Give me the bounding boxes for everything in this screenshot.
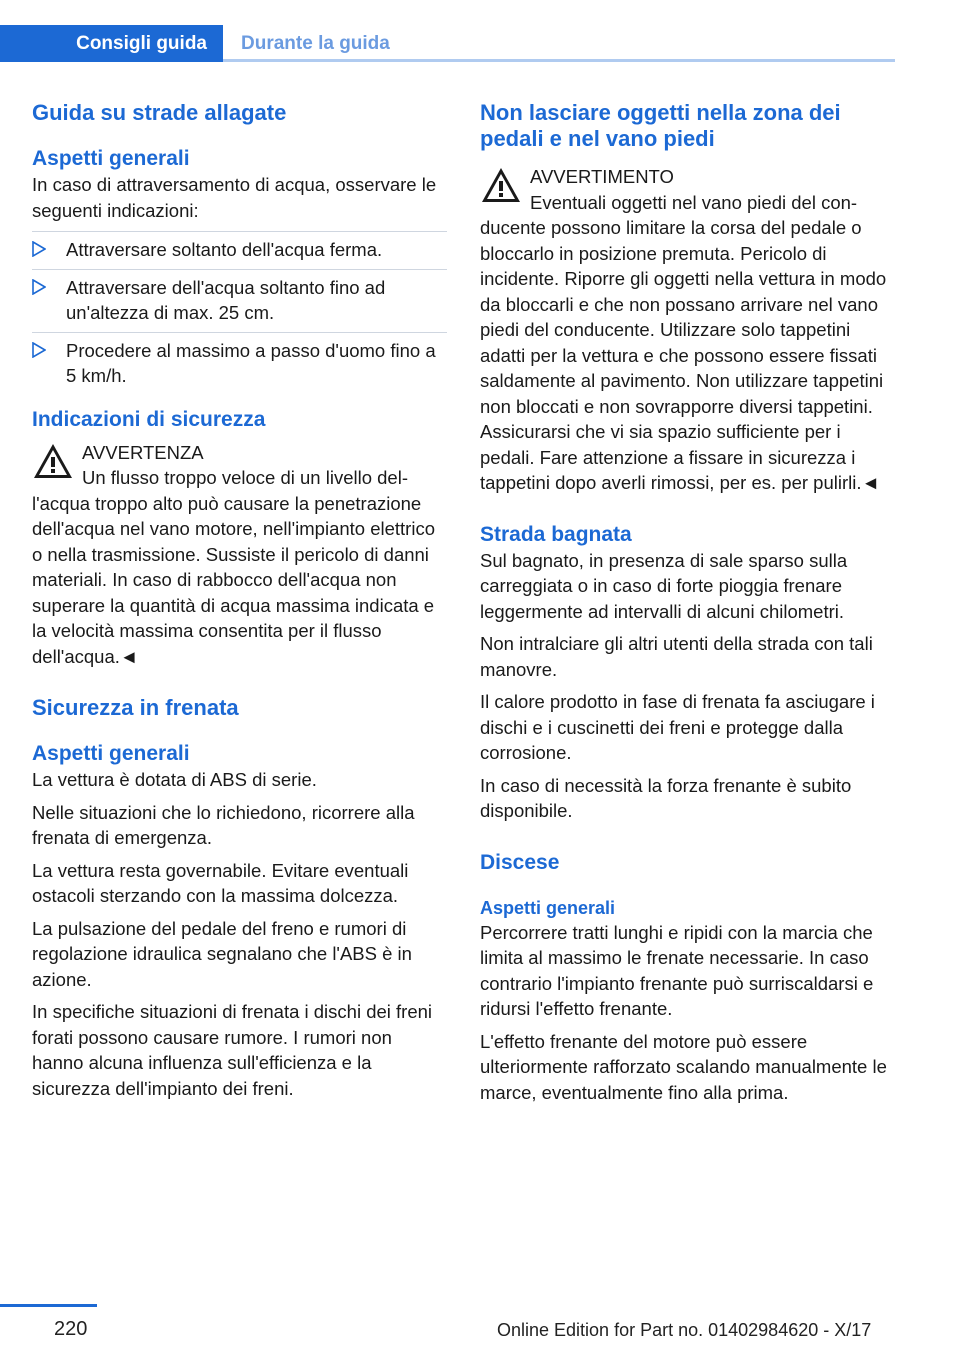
list-item xyxy=(32,332,447,395)
triangle-bullet-icon xyxy=(32,279,46,295)
paragraph-dischi: In specifiche situazioni di frenata i dischi dei freni forati possono causare rumore. I rumori non hanno alcuna influenza sull'efficienza e la sicurezza dell'impianto dei freni. xyxy=(32,1001,433,1099)
list-item-text: Attraversare dell'acqua soltanto fino ad un'altezza di max. 25 cm. xyxy=(66,276,386,323)
warning-title: AVVERTIMENTO xyxy=(530,166,674,187)
paragraph-intro: In caso di attraversamento di acqua, osservare le seguenti indicazioni: xyxy=(32,174,437,221)
heading-aspetti-generali: Aspetti generali xyxy=(32,742,190,765)
paragraph-percorrere: Percorrere tratti lunghi e ripidi con la marcia che limita al massimo le frenate necessarie. In caso contrario l'impianto frenante può surriscaldarsi e ridursi l'effetto frenante. xyxy=(480,921,874,1019)
paragraph-governabile: La vettura resta governabile. Evitare eventuali ostacoli sterzando con la massima dolcezza. xyxy=(32,859,409,906)
list-item-text: Attraversare soltanto dell'acqua ferma. xyxy=(66,239,383,260)
heading-guida-strade-allagate: Guida su strade allagate xyxy=(32,100,287,125)
warning-text: ducente possono limitare la corsa del pedale o bloccarlo in posizione premuta. Pericolo di incidente. Riporre gli oggetti nella vettura in modo da bloccarli e che non possano arrivare nel vano piedi del conducente. Utilizzare solo tappetini adatti per la vettura e che possono essere fissati saldamente al pavimento. Non utilizzare tappetini non bloccati e non sovrapporre diversi tappetini. Assicurarsi che vi sia spazio sufficiente per i pedali. Fare attenzione a fissare in sicurezza i tappetini dopo averli rimossi, per es. per pulirli.◄ xyxy=(480,217,887,493)
list-item-text: Procedere al massimo a passo d'uomo fino a 5 km/h. xyxy=(66,339,436,386)
paragraph-effetto: L'effetto frenante del motore può essere ulteriormente rafforzato scalando manualmente le marce, eventualmente fino alla prima. xyxy=(480,1030,887,1103)
heading-discese: Discese xyxy=(480,850,560,874)
warning-text-first-line: Un flusso troppo veloce di un livello del- xyxy=(82,467,408,488)
paragraph-emergenza: Nelle situazioni che lo richiedono, ricorrere alla frenata di emergenza. xyxy=(32,801,415,848)
warning-box xyxy=(32,440,447,670)
bullet-list xyxy=(32,231,447,395)
header-bar xyxy=(0,0,895,62)
warning-text: l'acqua troppo alto può causare la penetrazione dell'acqua nel vano motore, nell'impianto elettrico o nella trasmissione. Sussiste il pericolo di danni materiali. In caso di rabbocco dell'acqua non superare la quantità di acqua massima indicata e la velocità massima consentita per il flusso dell'acqua.◄ xyxy=(32,492,435,667)
footer-divider xyxy=(0,1304,97,1307)
paragraph-necessita: In caso di necessità la forza frenante è subito disponibile. xyxy=(480,774,852,821)
left-column xyxy=(32,100,447,1101)
list-item xyxy=(32,269,447,332)
warning-text-first-line: Eventuali oggetti nel vano piedi del con- xyxy=(530,191,858,213)
page-number: 220 xyxy=(54,1318,88,1340)
heading-non-lasciare-oggetti: Non lasciare oggetti nella zona dei pedali e nel vano piedi xyxy=(480,100,841,151)
paragraph-pulsazione: La pulsazione del pedale del freno e rumori di regolazione idraulica segnalano che l'ABS è in azione. xyxy=(32,917,412,990)
heading-aspetti-generali: Aspetti generali xyxy=(480,897,616,918)
paragraph-abs: La vettura è dotata di ABS di serie. xyxy=(32,769,317,790)
tab-consigli-guida[interactable]: Consigli guida xyxy=(0,25,223,62)
right-column xyxy=(480,100,895,1105)
warning-box xyxy=(480,164,895,496)
list-item xyxy=(32,231,447,269)
paragraph-bagnato: Sul bagnato, in presenza di sale sparso sulla carreggiata o in caso di forte pioggia frenare leggermente ad intervalli di alcuni chilometri. xyxy=(480,549,848,622)
paragraph-intralciare: Non intralciare gli altri utenti della strada con tali manovre. xyxy=(480,633,873,680)
warning-title: AVVERTENZA xyxy=(82,441,204,463)
triangle-bullet-icon xyxy=(32,241,46,257)
heading-sicurezza-frenata: Sicurezza in frenata xyxy=(32,695,239,720)
paragraph-calore: Il calore prodotto in fase di frenata fa asciugare i dischi e i cuscinetti dei freni e protegge dalla corrosione. xyxy=(480,691,875,763)
heading-indicazioni-sicurezza: Indicazioni di sicurezza xyxy=(32,407,266,431)
warning-triangle-icon xyxy=(480,166,522,204)
heading-aspetti-generali: Aspetti generali xyxy=(32,147,190,170)
header-divider xyxy=(223,59,895,62)
edition-label: Online Edition for Part no. 01402984620 - X/17 xyxy=(497,1320,872,1340)
warning-triangle-icon xyxy=(32,442,74,480)
heading-strada-bagnata: Strada bagnata xyxy=(480,522,632,546)
triangle-bullet-icon xyxy=(32,342,46,358)
tab-durante-la-guida[interactable]: Durante la guida xyxy=(241,32,390,54)
